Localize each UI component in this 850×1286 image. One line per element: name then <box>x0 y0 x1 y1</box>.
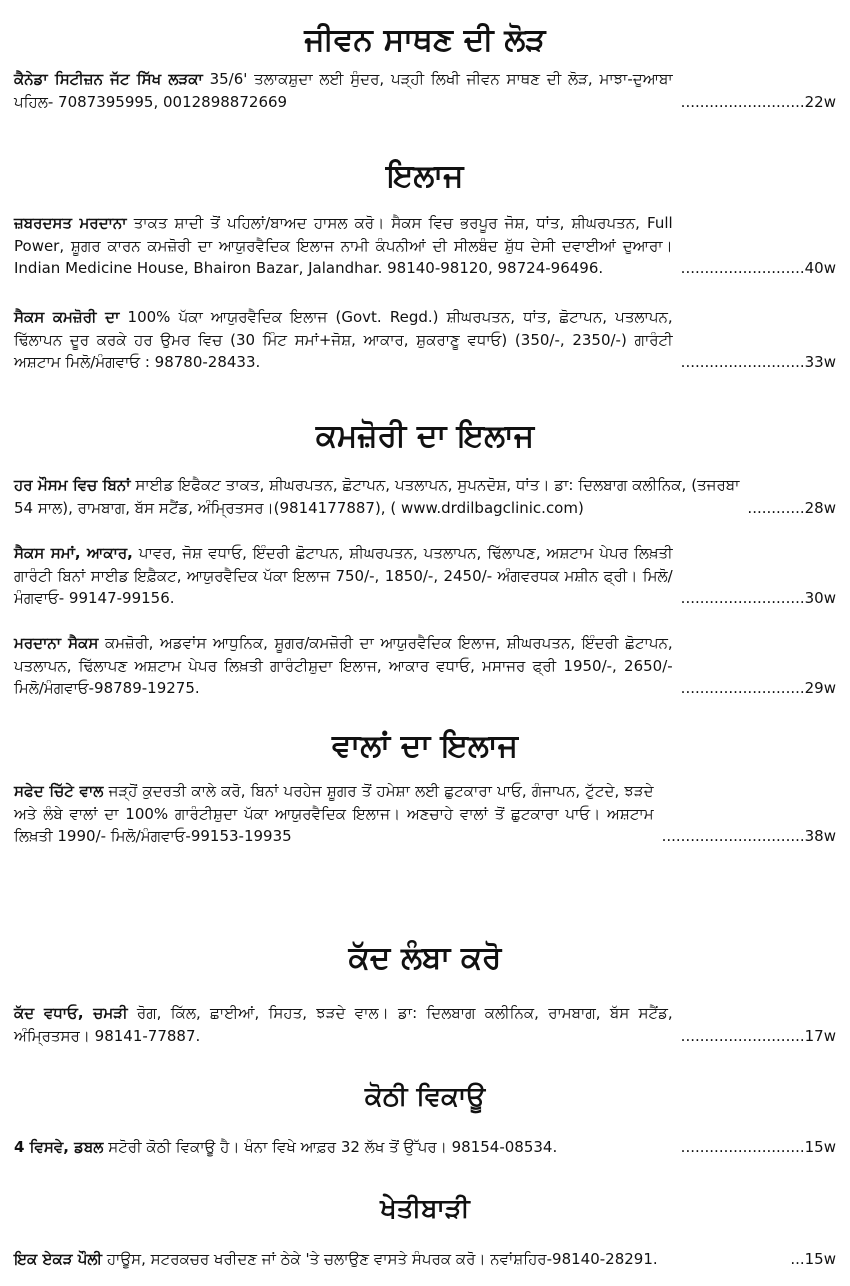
ad-agriculture-1 <box>14 1248 836 1271</box>
ad-body: ਜੜ੍ਹੋਂ ਕੁਦਰਤੀ ਕਾਲੇ ਕਰੋ, ਬਿਨਾਂ ਪਰਹੇਜ ਸ਼ੂਗਰ ਤੋਂ ਹਮੇਸ਼ਾ ਲਈ ਛੁਟਕਾਰਾ ਪਾਓ, ਗੰਜਾਪਨ, ਟੁੱਟਦੇ, ਝੜਦੇ ਅਤੇ ਲੰਬੇ ਵਾਲਾਂ ਦਾ 100% ਗਾਰੰਟੀਸ਼ੁਦਾ ਪੱਕਾ ਆਯੁਰਵੈਦਿਕ ਇਲਾਜ। ਅਣਚਾਹੇ ਵਾਲਾਂ ਤੋਂ ਛੁਟਕਾਰਾ ਪਾਓ। ਅਸ਼ਟਾਮ ਲਿਖ਼ਤੀ 1990/- ਮਿਲੋ/ਮੰਗਵਾਓ-99153-19935 <box>14 782 654 845</box>
ad-rate: ..........................15w <box>680 1138 836 1156</box>
ad-body: ਕਮਜ਼ੋਰੀ, ਅਡਵਾਂਸ ਆਧੁਨਿਕ, ਸ਼ੂਗਰ/ਕਮਜ਼ੋਰੀ ਦਾ ਆਯੁਰਵੈਦਿਕ ਇਲਾਜ, ਸ਼ੀਘਰਪਤਨ, ਇੰਦਰੀ ਛੋਟਾਪਨ, ਪਤਲਾਪਨ, ਢਿੱਲਾਪਣ ਅਸ਼ਟਾਮ ਪੇਪਰ ਲਿਖ਼ਤੀ ਗਾਰੰਟੀਸ਼ੁਦਾ ਇਲਾਜ, ਆਕਾਰ ਵਧਾਓ, ਮਸਾਜਰ ਫ੍ਰੀ 1950/-, 2650/- ਮਿਲੋ/ਮੰਗਵਾਓ-98789-19275. <box>14 634 673 697</box>
ad-height-1 <box>14 1002 836 1047</box>
ad-lead: ਸਫੇਦ ਚਿੱਟੇ ਵਾਲ <box>14 782 104 800</box>
ad-rate: ..........................22w <box>680 92 836 111</box>
section-title-treatment: ਇਲਾਜ <box>386 158 464 194</box>
ad-body: ਪਾਵਰ, ਜੋਸ਼ ਵਧਾਓ, ਇੰਦਰੀ ਛੋਟਾਪਨ, ਸ਼ੀਘਰਪਤਨ, ਪਤਲਾਪਨ, ਢਿੱਲਾਪਣ, ਅਸ਼ਟਾਮ ਪੇਪਰ ਲਿਖ਼ਤੀ ਗਾਰੰਟੀ ਬਿਨਾਂ ਸਾਈਡ ਇਫ਼ੈਕਟ, ਆਯੁਰਵੈਦਿਕ ਪੱਕਾ ਇਲਾਜ 750/-, 1850/-, 2450/- ਅੰਗਵਰਧਕ ਮਸ਼ੀਨ ਫ੍ਰੀ। ਮਿਲੋ/ਮੰਗਵਾਓ- 99147-99156. <box>14 544 673 607</box>
section-title-house-sale: ਕੋਠੀ ਵਿਕਾਊ <box>364 1082 486 1112</box>
ad-treatment-1 <box>14 212 836 280</box>
ad-lead: ਕੱਦ ਵਧਾਓ, ਚਮੜੀ <box>14 1004 128 1022</box>
ad-weakness-2 <box>14 542 836 610</box>
section-title-agriculture: ਖੇਤੀਬਾੜੀ <box>380 1194 470 1224</box>
ad-lead: ਸੈਕਸ ਕਮਜ਼ੋਰੀ ਦਾ <box>14 308 120 326</box>
section-title-matrimonial: ਜੀਵਨ ਸਾਥਣ ਦੀ ਲੋੜ <box>304 22 546 58</box>
ad-weakness-3 <box>14 632 836 700</box>
ad-lead: ਇਕ ਏਕੜ ਪੌਲੀ <box>14 1250 103 1268</box>
ad-rate: ..........................40w <box>680 259 836 277</box>
ad-body: ਰੋਗ, ਕਿੱਲ, ਛਾਈਆਂ, ਸਿਹਤ, ਝੜਦੇ ਵਾਲ। ਡਾ: ਦਿਲਬਾਗ ਕਲੀਨਿਕ, ਰਾਮਬਾਗ, ਬੱਸ ਸਟੈਂਡ, ਅੰਮ੍ਰਿਤਸਰ। 98141-77887. <box>14 1004 673 1045</box>
ad-rate: ...15w <box>790 1250 836 1268</box>
ad-body: ਹਾਊਸ, ਸਟਰਕਚਰ ਖਰੀਦਣ ਜਾਂ ਠੇਕੇ 'ਤੇ ਚਲਾਉਣ ਵਾਸਤੇ ਸੰਪਰਕ ਕਰੋ। ਨਵਾਂਸ਼ਹਿਰ-98140-28291. <box>102 1250 658 1268</box>
ad-body: 35/6' ਤਲਾਕਸ਼ੁਦਾ ਲਈ ਸੁੰਦਰ, ਪੜ੍ਹੀ ਲਿਖੀ ਜੀਵਨ ਸਾਥਣ ਦੀ ਲੋੜ, ਮਾਝਾ-ਦੁਆਬਾ ਪਹਿਲ- 7087395995, 0012898872669 <box>14 70 673 111</box>
ad-rate: ..............................38w <box>661 827 836 845</box>
ad-lead: 4 ਵਿਸਵੇ, ਡਬਲ <box>14 1138 104 1156</box>
ad-rate: ............28w <box>747 498 836 517</box>
ad-rate: ..........................29w <box>680 679 836 697</box>
ad-weakness-1 <box>14 474 836 519</box>
ad-hair-1 <box>14 780 836 848</box>
section-title-hair: ਵਾਲਾਂ ਦਾ ਇਲਾਜ <box>332 728 518 764</box>
ad-body: 100% ਪੱਕਾ ਆਯੁਰਵੈਦਿਕ ਇਲਾਜ (Govt. Regd.) ਸ਼ੀਘਰਪਤਨ, ਧਾਂਤ, ਛੋਟਾਪਨ, ਪਤਲਾਪਨ, ਢਿੱਲਾਪਨ ਦੂਰ ਕਰਕੇ ਹਰ ਉਮਰ ਵਿਚ (30 ਮਿੰਟ ਸਮਾਂ+ਜੋਸ਼, ਆਕਾਰ, ਸ਼ੁਕਰਾਣੂ ਵਧਾਓ) (350/-, 2350/-) ਗਾਰੰਟੀ ਅਸ਼ਟਾਮ ਮਿਲੋ/ਮੰਗਵਾਓ : 98780-28433. <box>14 308 673 371</box>
ad-treatment-2 <box>14 306 836 374</box>
ad-lead: ਸੈਕਸ ਸਮਾਂ, ਆਕਾਰ, <box>14 544 133 562</box>
ad-body: ਤਾਕਤ ਸ਼ਾਦੀ ਤੋਂ ਪਹਿਲਾਂ/ਬਾਅਦ ਹਾਸਲ ਕਰੋ। ਸੈਕਸ ਵਿਚ ਭਰਪੂਰ ਜੋਸ਼, ਧਾਂਤ, ਸ਼ੀਘਰਪਤਨ, Full Power, ਸ਼ੂਗਰ ਕਾਰਨ ਕਮਜ਼ੋਰੀ ਦਾ ਆਯੁਰਵੈਦਿਕ ਇਲਾਜ ਨਾਮੀ ਕੰਪਨੀਆਂ ਦੀ ਸੀਲਬੰਦ ਸ਼ੁੱਧ ਦੇਸੀ ਦਵਾਈਆਂ ਦੁਆਰਾ।Indian Medicine House, Bhairon Bazar, Jalandhar. 98140-98120, 98724-96496. <box>14 214 673 277</box>
ad-lead: ਕੈਨੇਡਾ ਸਿਟੀਜ਼ਨ ਜੱਟ ਸਿੱਖ ਲੜਕਾ <box>14 70 203 88</box>
ad-lead: ਮਰਦਾਨਾ ਸੈਕਸ <box>14 634 99 652</box>
section-title-height: ਕੱਦ ਲੰਬਾ ਕਰੋ <box>348 940 502 976</box>
ad-rate: ..........................33w <box>680 353 836 371</box>
ad-house-sale-1 <box>14 1136 836 1159</box>
ad-rate: ..........................17w <box>680 1026 836 1045</box>
ad-lead: ਹਰ ਮੌਸਮ ਵਿਚ ਬਿਨਾਂ <box>14 476 131 494</box>
ad-body: ਸਟੋਰੀ ਕੋਠੀ ਵਿਕਾਊ ਹੈ। ਖੰਨਾ ਵਿਖੇ ਆਫ਼ਰ 32 ਲੱਖ ਤੋਂ ਉੱਪਰ। 98154-08534. <box>103 1138 558 1156</box>
ad-rate: ..........................30w <box>680 589 836 607</box>
ad-lead: ਜ਼ਬਰਦਸਤ ਮਰਦਾਨਾ <box>14 214 127 232</box>
ad-matrimonial-1 <box>14 68 836 113</box>
section-title-weakness: ਕਮਜ਼ੋਰੀ ਦਾ ਇਲਾਜ <box>315 418 535 454</box>
ad-body: ਸਾਈਡ ਇਫੈਕਟ ਤਾਕਤ, ਸ਼ੀਘਰਪਤਨ, ਛੋਟਾਪਨ, ਪਤਲਾਪਨ, ਸੁਪਨਦੋਸ਼, ਧਾਂਤ। ਡਾ: ਦਿਲਬਾਗ ਕਲੀਨਿਕ, (ਤਜਰਬਾ 54 ਸਾਲ), ਰਾਮਬਾਗ, ਬੱਸ ਸਟੈਂਡ, ਅੰਮ੍ਰਿਤਸਰ।(9814177887), ( www.drdilbagclinic.com) <box>14 476 740 517</box>
